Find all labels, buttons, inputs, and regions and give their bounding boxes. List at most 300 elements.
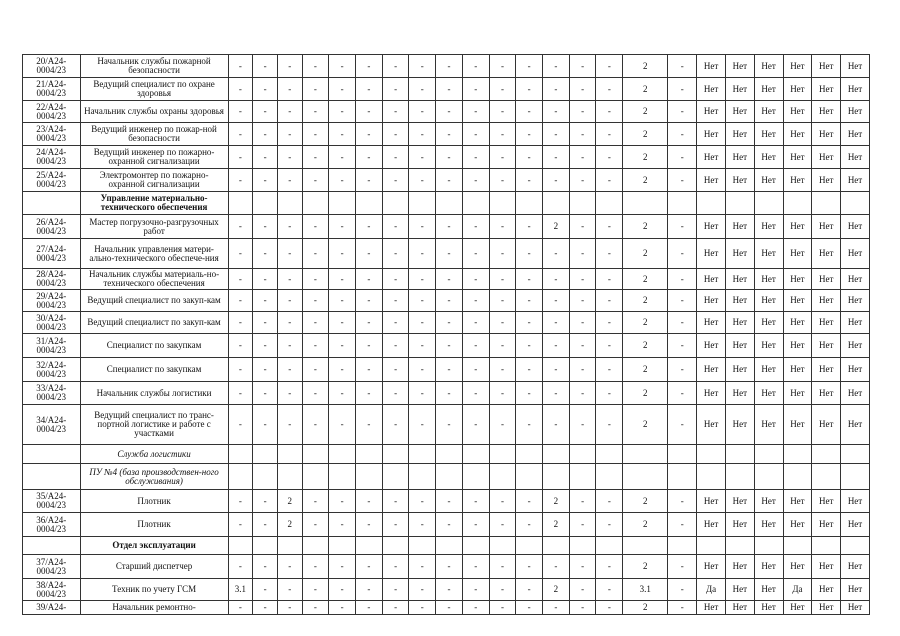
yes-no-cell: Нет <box>812 78 841 101</box>
document-sheet <box>22 54 870 615</box>
factor-cell <box>228 464 253 490</box>
factor-cell: - <box>569 169 596 192</box>
factor-cell: - <box>569 334 596 358</box>
yes-no-cell: Нет <box>812 169 841 192</box>
yes-no-cell: Нет <box>725 579 754 601</box>
yes-no-cell <box>725 445 754 464</box>
yes-no-cell: Нет <box>812 601 841 615</box>
factor-cell: 2 <box>623 269 668 290</box>
factor-cell: - <box>409 169 436 192</box>
table-row <box>23 334 870 358</box>
factor-cell: - <box>668 239 697 269</box>
factor-cell <box>277 192 302 215</box>
yes-no-cell: Нет <box>697 78 726 101</box>
row-id-cell <box>23 537 81 555</box>
factor-cell: - <box>382 78 409 101</box>
factor-cell <box>462 464 489 490</box>
factor-cell: - <box>409 290 436 312</box>
factor-cell: 2 <box>623 239 668 269</box>
factor-cell: - <box>462 55 489 78</box>
factor-cell <box>355 537 382 555</box>
position-cell: Плотник <box>80 490 228 513</box>
table-row <box>23 405 870 445</box>
factor-cell: - <box>489 601 516 615</box>
table-row <box>23 101 870 123</box>
factor-cell: - <box>596 215 623 239</box>
yes-no-cell: Нет <box>725 513 754 537</box>
factor-cell: - <box>516 290 543 312</box>
yes-no-cell: Нет <box>697 358 726 382</box>
factor-cell: - <box>462 513 489 537</box>
yes-no-cell: Нет <box>725 290 754 312</box>
factor-cell: - <box>329 123 356 146</box>
factor-cell: - <box>436 601 463 615</box>
factor-cell: - <box>302 101 329 123</box>
factor-cell <box>543 192 570 215</box>
factor-cell: - <box>543 123 570 146</box>
position-cell: Ведущий специалист по охране здоровья <box>80 78 228 101</box>
factor-cell: - <box>228 78 253 101</box>
factor-cell: - <box>543 239 570 269</box>
factor-cell: - <box>302 579 329 601</box>
factor-cell: - <box>355 382 382 405</box>
yes-no-cell: Нет <box>725 382 754 405</box>
factor-cell: - <box>436 405 463 445</box>
yes-no-cell <box>754 464 783 490</box>
factor-cell: - <box>596 382 623 405</box>
factor-cell <box>329 464 356 490</box>
factor-cell: - <box>543 382 570 405</box>
factor-cell: - <box>302 55 329 78</box>
factor-cell <box>302 192 329 215</box>
factor-cell: 2 <box>623 334 668 358</box>
factor-cell <box>228 192 253 215</box>
factor-cell: - <box>329 513 356 537</box>
factor-cell: - <box>668 78 697 101</box>
factor-cell: - <box>277 169 302 192</box>
factor-cell: - <box>409 405 436 445</box>
factor-cell: - <box>543 334 570 358</box>
factor-cell: - <box>329 405 356 445</box>
yes-no-cell: Нет <box>754 312 783 334</box>
yes-no-cell: Нет <box>754 334 783 358</box>
factor-cell: - <box>516 555 543 579</box>
position-cell: Ведущий специалист по транс-портной логистике и работе с участками <box>80 405 228 445</box>
yes-no-cell: Нет <box>841 382 870 405</box>
factor-cell: - <box>355 312 382 334</box>
factor-cell: - <box>462 601 489 615</box>
factor-cell: - <box>436 513 463 537</box>
factor-cell: - <box>253 601 278 615</box>
factor-cell: - <box>436 215 463 239</box>
factor-cell: - <box>569 382 596 405</box>
factor-cell: - <box>355 334 382 358</box>
factor-cell <box>277 464 302 490</box>
factor-cell <box>543 464 570 490</box>
factor-cell: - <box>462 146 489 169</box>
factor-cell: - <box>489 215 516 239</box>
factor-cell: - <box>355 55 382 78</box>
factor-cell: - <box>489 123 516 146</box>
yes-no-cell: Нет <box>697 239 726 269</box>
factor-cell: - <box>489 269 516 290</box>
yes-no-cell: Нет <box>697 382 726 405</box>
yes-no-cell: Нет <box>841 55 870 78</box>
factor-cell: - <box>355 290 382 312</box>
factor-cell: - <box>516 513 543 537</box>
factor-cell: - <box>436 123 463 146</box>
factor-cell <box>436 464 463 490</box>
factor-cell: - <box>302 490 329 513</box>
factor-cell: - <box>668 101 697 123</box>
factor-cell: - <box>569 405 596 445</box>
position-cell: Плотник <box>80 513 228 537</box>
factor-cell: - <box>329 239 356 269</box>
table-row <box>23 239 870 269</box>
position-cell: Начальник службы материаль-но-технического обеспечения <box>80 269 228 290</box>
factor-cell: - <box>355 269 382 290</box>
row-id-cell: 26/А24-0004/23 <box>23 215 81 239</box>
factor-cell: - <box>277 123 302 146</box>
factor-cell: - <box>543 601 570 615</box>
factor-cell: - <box>228 55 253 78</box>
factor-cell: - <box>253 146 278 169</box>
factor-cell: - <box>516 490 543 513</box>
factor-cell: - <box>569 78 596 101</box>
yes-no-cell: Нет <box>754 146 783 169</box>
factor-cell: - <box>569 146 596 169</box>
position-cell: Специалист по закупкам <box>80 334 228 358</box>
factor-cell: - <box>668 123 697 146</box>
factor-cell: - <box>329 334 356 358</box>
factor-cell: - <box>436 290 463 312</box>
factor-cell: - <box>516 405 543 445</box>
factor-cell: - <box>355 239 382 269</box>
factor-cell: - <box>409 215 436 239</box>
factor-cell: - <box>436 358 463 382</box>
factor-cell: - <box>489 555 516 579</box>
yes-no-cell: Нет <box>725 215 754 239</box>
yes-no-cell: Нет <box>841 405 870 445</box>
factor-cell: - <box>253 239 278 269</box>
factor-cell: - <box>516 215 543 239</box>
yes-no-cell: Нет <box>783 513 812 537</box>
row-id-cell: 32/А24-0004/23 <box>23 358 81 382</box>
factor-cell: - <box>668 555 697 579</box>
yes-no-cell: Нет <box>812 290 841 312</box>
factor-cell: - <box>382 290 409 312</box>
factor-cell: - <box>668 215 697 239</box>
yes-no-cell: Нет <box>725 490 754 513</box>
factor-cell: - <box>569 123 596 146</box>
yes-no-cell: Нет <box>783 290 812 312</box>
factor-cell: - <box>436 312 463 334</box>
factor-cell <box>253 192 278 215</box>
factor-cell: - <box>489 513 516 537</box>
yes-no-cell: Нет <box>841 601 870 615</box>
factor-cell: 2 <box>623 290 668 312</box>
factor-cell: - <box>355 490 382 513</box>
factor-cell: - <box>382 490 409 513</box>
yes-no-cell <box>697 464 726 490</box>
yes-no-cell <box>725 464 754 490</box>
factor-cell: - <box>596 290 623 312</box>
yes-no-cell: Нет <box>725 101 754 123</box>
factor-cell <box>302 445 329 464</box>
factor-cell: - <box>569 312 596 334</box>
factor-cell: - <box>253 101 278 123</box>
factor-cell: - <box>382 358 409 382</box>
yes-no-cell <box>725 537 754 555</box>
yes-no-cell <box>697 192 726 215</box>
factor-cell <box>569 537 596 555</box>
factor-cell <box>543 537 570 555</box>
factor-cell: - <box>543 290 570 312</box>
factor-cell: - <box>253 290 278 312</box>
factor-cell: - <box>382 55 409 78</box>
factor-cell: - <box>668 490 697 513</box>
yes-no-cell: Нет <box>754 78 783 101</box>
factor-cell: - <box>355 358 382 382</box>
row-id-cell: 35/А24-0004/23 <box>23 490 81 513</box>
yes-no-cell <box>783 192 812 215</box>
factor-cell: - <box>436 101 463 123</box>
factor-cell <box>516 464 543 490</box>
yes-no-cell: Нет <box>754 382 783 405</box>
position-cell: Электромонтер по пожарно-охранной сигнализации <box>80 169 228 192</box>
factor-cell: - <box>596 146 623 169</box>
factor-cell: - <box>382 334 409 358</box>
factor-cell <box>516 192 543 215</box>
factor-cell: - <box>462 579 489 601</box>
factor-cell: - <box>329 55 356 78</box>
position-cell: Ведущий инженер по пожар-ной безопасности <box>80 123 228 146</box>
yes-no-cell: Нет <box>697 215 726 239</box>
yes-no-cell: Нет <box>754 555 783 579</box>
factor-cell: - <box>668 601 697 615</box>
factor-cell: - <box>462 78 489 101</box>
factor-cell: - <box>569 290 596 312</box>
factor-cell: 2 <box>623 215 668 239</box>
position-cell: Ведущий инженер по пожарно-охранной сигнализации <box>80 146 228 169</box>
factor-cell: 3.1 <box>228 579 253 601</box>
factor-cell: - <box>277 358 302 382</box>
factor-cell: - <box>228 334 253 358</box>
factor-cell: - <box>277 579 302 601</box>
yes-no-cell: Нет <box>812 312 841 334</box>
factor-cell <box>489 192 516 215</box>
factor-cell <box>489 445 516 464</box>
table-row <box>23 290 870 312</box>
factor-cell: 2 <box>623 513 668 537</box>
factor-cell: - <box>543 358 570 382</box>
factor-cell: - <box>569 490 596 513</box>
factor-cell: - <box>516 358 543 382</box>
yes-no-cell: Нет <box>754 55 783 78</box>
yes-no-cell: Нет <box>841 239 870 269</box>
factor-cell: - <box>409 78 436 101</box>
factor-cell: - <box>382 555 409 579</box>
factor-cell: - <box>596 101 623 123</box>
factor-cell: - <box>228 239 253 269</box>
factor-cell: - <box>516 382 543 405</box>
factor-cell: - <box>596 169 623 192</box>
row-id-cell: 39/А24- <box>23 601 81 615</box>
factor-cell: - <box>668 290 697 312</box>
yes-no-cell: Нет <box>841 358 870 382</box>
row-id-cell: 34/А24-0004/23 <box>23 405 81 445</box>
yes-no-cell <box>841 192 870 215</box>
factor-cell: - <box>329 101 356 123</box>
factor-cell: - <box>462 239 489 269</box>
factor-cell: - <box>382 269 409 290</box>
yes-no-cell: Нет <box>697 555 726 579</box>
yes-no-cell: Нет <box>841 513 870 537</box>
yes-no-cell <box>812 464 841 490</box>
factor-cell: - <box>462 312 489 334</box>
yes-no-cell: Нет <box>783 55 812 78</box>
factor-cell: - <box>462 334 489 358</box>
factor-cell: - <box>253 382 278 405</box>
yes-no-cell: Нет <box>697 146 726 169</box>
factor-cell: - <box>277 78 302 101</box>
factor-cell <box>302 537 329 555</box>
yes-no-cell <box>697 445 726 464</box>
factor-cell: - <box>596 490 623 513</box>
factor-cell <box>668 445 697 464</box>
yes-no-cell <box>725 192 754 215</box>
yes-no-cell: Нет <box>812 146 841 169</box>
factor-cell: - <box>668 358 697 382</box>
factor-cell: - <box>668 579 697 601</box>
factor-cell: 2 <box>277 513 302 537</box>
yes-no-cell: Нет <box>783 405 812 445</box>
yes-no-cell: Нет <box>697 169 726 192</box>
factor-cell: - <box>668 312 697 334</box>
factor-cell: - <box>355 78 382 101</box>
yes-no-cell: Нет <box>783 269 812 290</box>
row-id-cell <box>23 192 81 215</box>
row-id-cell: 22/А24-0004/23 <box>23 101 81 123</box>
factor-cell: - <box>409 55 436 78</box>
factor-cell: - <box>489 239 516 269</box>
factor-cell <box>668 464 697 490</box>
yes-no-cell: Нет <box>754 123 783 146</box>
factor-cell: - <box>382 601 409 615</box>
yes-no-cell: Нет <box>812 405 841 445</box>
section-title: ПУ №4 (база производствен-ного обслуживания) <box>80 464 228 490</box>
yes-no-cell: Нет <box>812 55 841 78</box>
factor-cell <box>668 537 697 555</box>
factor-cell: - <box>228 269 253 290</box>
factor-cell: 2 <box>623 55 668 78</box>
factor-cell: - <box>277 101 302 123</box>
yes-no-cell: Нет <box>697 601 726 615</box>
factor-cell: - <box>462 382 489 405</box>
position-cell: Специалист по закупкам <box>80 358 228 382</box>
factor-cell: - <box>228 358 253 382</box>
position-cell: Начальник службы логистики <box>80 382 228 405</box>
yes-no-cell: Нет <box>812 358 841 382</box>
factor-cell: - <box>228 215 253 239</box>
factor-cell <box>253 445 278 464</box>
factor-cell: 2 <box>543 579 570 601</box>
yes-no-cell: Нет <box>725 555 754 579</box>
factor-cell <box>277 445 302 464</box>
factor-cell: - <box>228 555 253 579</box>
position-cell: Старший диспетчер <box>80 555 228 579</box>
position-cell: Ведущий специалист по закуп-кам <box>80 312 228 334</box>
factor-cell: - <box>668 405 697 445</box>
factor-cell: - <box>253 490 278 513</box>
factor-cell: 2 <box>277 490 302 513</box>
factor-cell: - <box>489 78 516 101</box>
yes-no-cell: Нет <box>725 405 754 445</box>
factor-cell: - <box>382 146 409 169</box>
factor-cell: - <box>409 358 436 382</box>
factor-cell: - <box>543 312 570 334</box>
yes-no-cell: Нет <box>812 239 841 269</box>
factor-cell: - <box>355 513 382 537</box>
factor-cell: - <box>569 579 596 601</box>
factor-cell: - <box>489 146 516 169</box>
factor-cell: - <box>382 239 409 269</box>
yes-no-cell: Нет <box>783 555 812 579</box>
factor-cell: - <box>329 215 356 239</box>
factor-cell: - <box>228 513 253 537</box>
yes-no-cell: Нет <box>697 312 726 334</box>
yes-no-cell: Нет <box>783 78 812 101</box>
yes-no-cell: Нет <box>812 334 841 358</box>
factor-cell: 2 <box>623 382 668 405</box>
row-id-cell: 31/А24-0004/23 <box>23 334 81 358</box>
factor-cell: - <box>489 579 516 601</box>
factor-cell: 2 <box>623 146 668 169</box>
yes-no-cell: Нет <box>697 290 726 312</box>
yes-no-cell: Нет <box>725 123 754 146</box>
factor-cell: - <box>543 405 570 445</box>
factor-cell: - <box>596 312 623 334</box>
factor-cell: - <box>596 579 623 601</box>
factor-cell: - <box>302 358 329 382</box>
yes-no-cell: Нет <box>697 334 726 358</box>
factor-cell: - <box>382 513 409 537</box>
factor-cell <box>668 192 697 215</box>
table-row <box>23 269 870 290</box>
yes-no-cell: Нет <box>697 269 726 290</box>
section-title: Служба логистики <box>80 445 228 464</box>
factor-cell: - <box>409 579 436 601</box>
factor-cell: - <box>436 555 463 579</box>
yes-no-cell: Нет <box>725 312 754 334</box>
factor-cell: 2 <box>623 312 668 334</box>
table-row <box>23 358 870 382</box>
section-title: Управление материально-технического обеспечения <box>80 192 228 215</box>
position-cell: Начальник службы пожарной безопасности <box>80 55 228 78</box>
section-row <box>23 464 870 490</box>
factor-cell <box>596 537 623 555</box>
factor-cell: - <box>569 513 596 537</box>
yes-no-cell: Да <box>697 579 726 601</box>
row-id-cell: 27/А24-0004/23 <box>23 239 81 269</box>
factor-cell: - <box>302 169 329 192</box>
yes-no-cell: Нет <box>812 215 841 239</box>
factor-cell: - <box>253 55 278 78</box>
factor-cell: - <box>277 334 302 358</box>
factor-cell: - <box>409 101 436 123</box>
yes-no-cell: Нет <box>783 123 812 146</box>
factor-cell: - <box>596 358 623 382</box>
